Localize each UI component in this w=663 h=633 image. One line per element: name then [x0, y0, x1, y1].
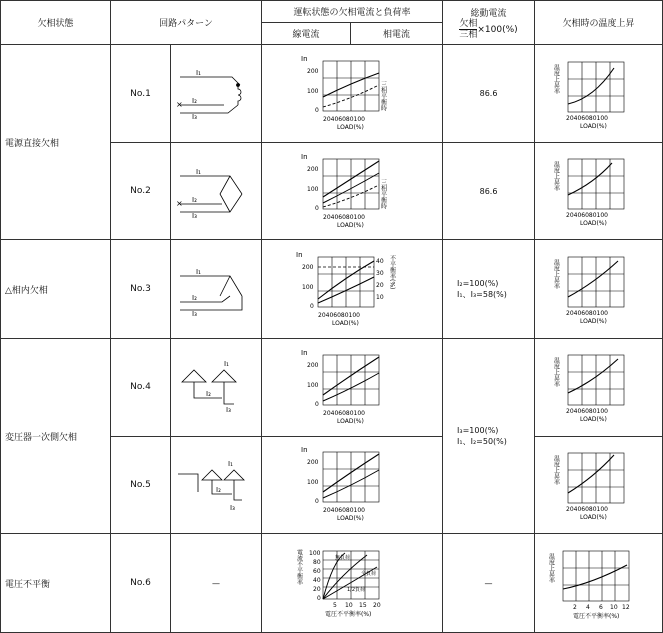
- temp-graph-3: [535, 240, 663, 339]
- g3-y100: 100: [302, 283, 314, 291]
- temp-graph-2: [535, 142, 663, 240]
- t6-x10: 10: [609, 604, 618, 612]
- current-graph-6: [262, 534, 443, 633]
- g4-xticks: 20406080100: [323, 409, 366, 417]
- g6-xlabel: 電圧不平衡率(%): [325, 610, 372, 618]
- circuit-6: —: [171, 534, 262, 633]
- temp-graph-4: [535, 339, 663, 437]
- g1-xlabel: LOAD(%): [337, 124, 364, 132]
- frac-numerator: 欠相: [459, 18, 478, 29]
- c4-i1: I₁: [224, 360, 229, 369]
- state-delta-loss: △相内欠相: [1, 240, 111, 339]
- circuit-diagram-5: [172, 440, 260, 530]
- graph-5: [297, 442, 407, 527]
- c5-i3: I₃: [230, 503, 235, 512]
- c2-i1: I₁: [196, 168, 201, 177]
- g6-curve-noload: 無負荷: [335, 554, 351, 561]
- temp-chart-4: [554, 347, 644, 427]
- g2-ylabel: In: [301, 152, 308, 161]
- circuit-diagram-4: [172, 342, 260, 432]
- temp-graph-6: [535, 534, 663, 633]
- header-operating-current: [443, 1, 535, 45]
- g3-y0: 0: [310, 302, 314, 310]
- c5-i2: I₂: [216, 485, 221, 494]
- current-graph-4: [262, 339, 443, 437]
- operating-2: 86.6: [443, 142, 535, 240]
- g2-y100: 100: [307, 185, 319, 193]
- temp-chart-6: [549, 543, 649, 623]
- operating-1: 86.6: [443, 45, 535, 143]
- t4-ylabel: 温度上昇率: [552, 357, 560, 388]
- g6-y60: 60: [313, 567, 321, 575]
- t6-x2: 2: [572, 604, 577, 612]
- g5-xticks: 20406080100: [323, 507, 366, 515]
- g6-y80: 80: [313, 558, 321, 566]
- cross-icon: ×: [176, 99, 183, 109]
- g6-ylabel: 電流不平衡率: [295, 548, 303, 585]
- t1-xticks: 20406080100: [565, 114, 608, 122]
- header-temperature-rise: 欠相時の温度上昇: [535, 1, 663, 45]
- c4-i3: I₃: [226, 406, 231, 415]
- g5-ylabel: In: [301, 446, 308, 455]
- g6-x10: 10: [345, 601, 353, 609]
- g1-xticks: 20406080100: [323, 116, 366, 124]
- temp-chart-1: [554, 54, 644, 134]
- row-no-1: No.1: [111, 45, 171, 143]
- c1-i2: I₂: [192, 96, 197, 105]
- t1-xlabel: LOAD(%): [579, 122, 607, 130]
- t4-xticks: 20406080100: [565, 408, 608, 416]
- t2-xticks: 20406080100: [565, 212, 608, 220]
- operating-6: —: [443, 534, 535, 633]
- c3-i3: I₃: [192, 310, 197, 319]
- graph-4: [297, 345, 407, 430]
- header-circuit-pattern: 回路パターン: [111, 1, 262, 45]
- cross-icon: ×: [176, 199, 183, 209]
- op3-line1: I₂=100(%): [457, 279, 499, 289]
- t2-xlabel: LOAD(%): [579, 220, 607, 228]
- g3-r10: 10: [376, 293, 384, 301]
- header-current-load: 運転状態の欠相電流と負荷率: [262, 1, 443, 23]
- graph-1: [297, 51, 407, 136]
- graph-3: [292, 247, 412, 332]
- circuit-1: [171, 45, 262, 143]
- t1-ylabel: 温度上昇率: [552, 63, 560, 94]
- g4-y0: 0: [315, 400, 319, 408]
- g5-xlabel: LOAD(%): [337, 515, 364, 523]
- circuit-diagram-1: [172, 49, 260, 139]
- g3-rlabel: 不平衡率(%): [388, 254, 396, 290]
- g3-xlabel: LOAD(%): [332, 319, 359, 327]
- operating-45: [443, 339, 535, 534]
- state-transformer-loss: 変圧器一次側欠相: [1, 339, 111, 534]
- fraction: [459, 19, 477, 40]
- graph-2: [297, 149, 407, 234]
- state-voltage-unbalance: 電圧不平衡: [1, 534, 111, 633]
- operating-current-title: 総動電流: [470, 8, 507, 19]
- g3-r40: 40: [376, 257, 384, 265]
- row-no-5: No.5: [111, 436, 171, 534]
- current-graph-2: [262, 142, 443, 240]
- g5-y0: 0: [315, 498, 319, 506]
- g4-xlabel: LOAD(%): [337, 417, 364, 425]
- g3-ylabel: In: [296, 250, 303, 259]
- temp-chart-2: [554, 151, 644, 231]
- t3-xlabel: LOAD(%): [579, 318, 607, 326]
- t3-ylabel: 温度上昇率: [552, 259, 560, 290]
- t2-ylabel: 温度上昇率: [552, 161, 560, 192]
- g5-y200: 200: [307, 459, 319, 467]
- g6-y0: 0: [317, 594, 321, 602]
- row-no-6: No.6: [111, 534, 171, 633]
- g4-ylabel: In: [301, 348, 308, 357]
- temp-chart-5: [554, 445, 644, 525]
- t6-x6: 6: [598, 604, 603, 612]
- header-phase-state: 欠相状態: [1, 1, 111, 45]
- op3-line2: I₁、I₃=58(%): [457, 290, 507, 300]
- circuit-4: [171, 339, 262, 437]
- g4-y200: 200: [307, 361, 319, 369]
- c3-i2: I₂: [192, 294, 197, 303]
- g6-x5: 5: [333, 601, 337, 609]
- c3-i1: I₁: [196, 268, 201, 277]
- t6-xlabel: 電圧不平衡率(%): [572, 613, 619, 621]
- g2-xticks: 20406080100: [323, 213, 366, 221]
- header-phase-current: 相電流: [351, 23, 443, 45]
- t4-xlabel: LOAD(%): [579, 416, 607, 424]
- c2-i3: I₃: [192, 212, 197, 221]
- frac-suffix: ×100(%): [477, 24, 518, 35]
- c5-i1: I₁: [228, 459, 233, 468]
- c1-i1: I₁: [196, 68, 201, 77]
- t5-xlabel: LOAD(%): [579, 513, 607, 521]
- g4-y100: 100: [307, 381, 319, 389]
- t6-x12: 12: [621, 604, 630, 612]
- g3-r20: 20: [376, 281, 384, 289]
- c2-i2: I₂: [192, 196, 197, 205]
- g6-x15: 15: [359, 601, 367, 609]
- g1-y100: 100: [307, 88, 319, 96]
- temp-graph-1: [535, 45, 663, 143]
- g6-y20: 20: [313, 585, 321, 593]
- g1-y0: 0: [315, 107, 319, 115]
- c4-i2: I₂: [206, 390, 211, 399]
- frac-denominator: 三相: [459, 29, 478, 40]
- circuit-5: [171, 436, 262, 534]
- temp-graph-5: [535, 436, 663, 534]
- g1-y200: 200: [307, 68, 319, 76]
- current-graph-5: [262, 436, 443, 534]
- circuit-diagram-3: [172, 244, 260, 334]
- operating-3: [443, 240, 535, 339]
- g1-ylabel: In: [301, 55, 308, 64]
- g6-x20: 20: [373, 601, 381, 609]
- g2-y0: 0: [315, 204, 319, 212]
- g6-y100: 100: [309, 549, 321, 557]
- g6-y40: 40: [313, 576, 321, 584]
- t6-ylabel: 温度上昇率: [547, 553, 555, 584]
- g6-curve-half: 1/2負荷: [347, 586, 366, 593]
- g2-note: 三相平衡時: [379, 178, 387, 209]
- g2-y200: 200: [307, 165, 319, 173]
- g5-y100: 100: [307, 479, 319, 487]
- t5-ylabel: 温度上昇率: [552, 454, 560, 485]
- row-no-3: No.3: [111, 240, 171, 339]
- row-no-2: No.2: [111, 142, 171, 240]
- t6-x4: 4: [585, 604, 590, 612]
- op45-line2: I₁、I₂=50(%): [457, 437, 507, 447]
- current-graph-1: [262, 45, 443, 143]
- g3-y200: 200: [302, 263, 314, 271]
- t3-xticks: 20406080100: [565, 310, 608, 318]
- current-graph-3: [262, 240, 443, 339]
- circuit-2: [171, 142, 262, 240]
- c1-i3: I₃: [192, 112, 197, 121]
- row-no-4: No.4: [111, 339, 171, 437]
- circuit-diagram-2: [172, 146, 260, 236]
- header-line-current: 線電流: [262, 23, 351, 45]
- g3-r30: 30: [376, 269, 384, 277]
- g3-xticks: 20406080100: [318, 311, 361, 319]
- graph-6: [297, 541, 407, 626]
- state-direct-loss: 電源直接欠相: [1, 45, 111, 240]
- g2-xlabel: LOAD(%): [337, 221, 364, 229]
- circuit-3: [171, 240, 262, 339]
- g1-note: 三相平衡時: [379, 81, 387, 112]
- temp-chart-3: [554, 249, 644, 329]
- g6-curve-full: 全負荷: [361, 570, 377, 577]
- op45-line1: I₃=100(%): [457, 426, 499, 436]
- t5-xticks: 20406080100: [565, 505, 608, 513]
